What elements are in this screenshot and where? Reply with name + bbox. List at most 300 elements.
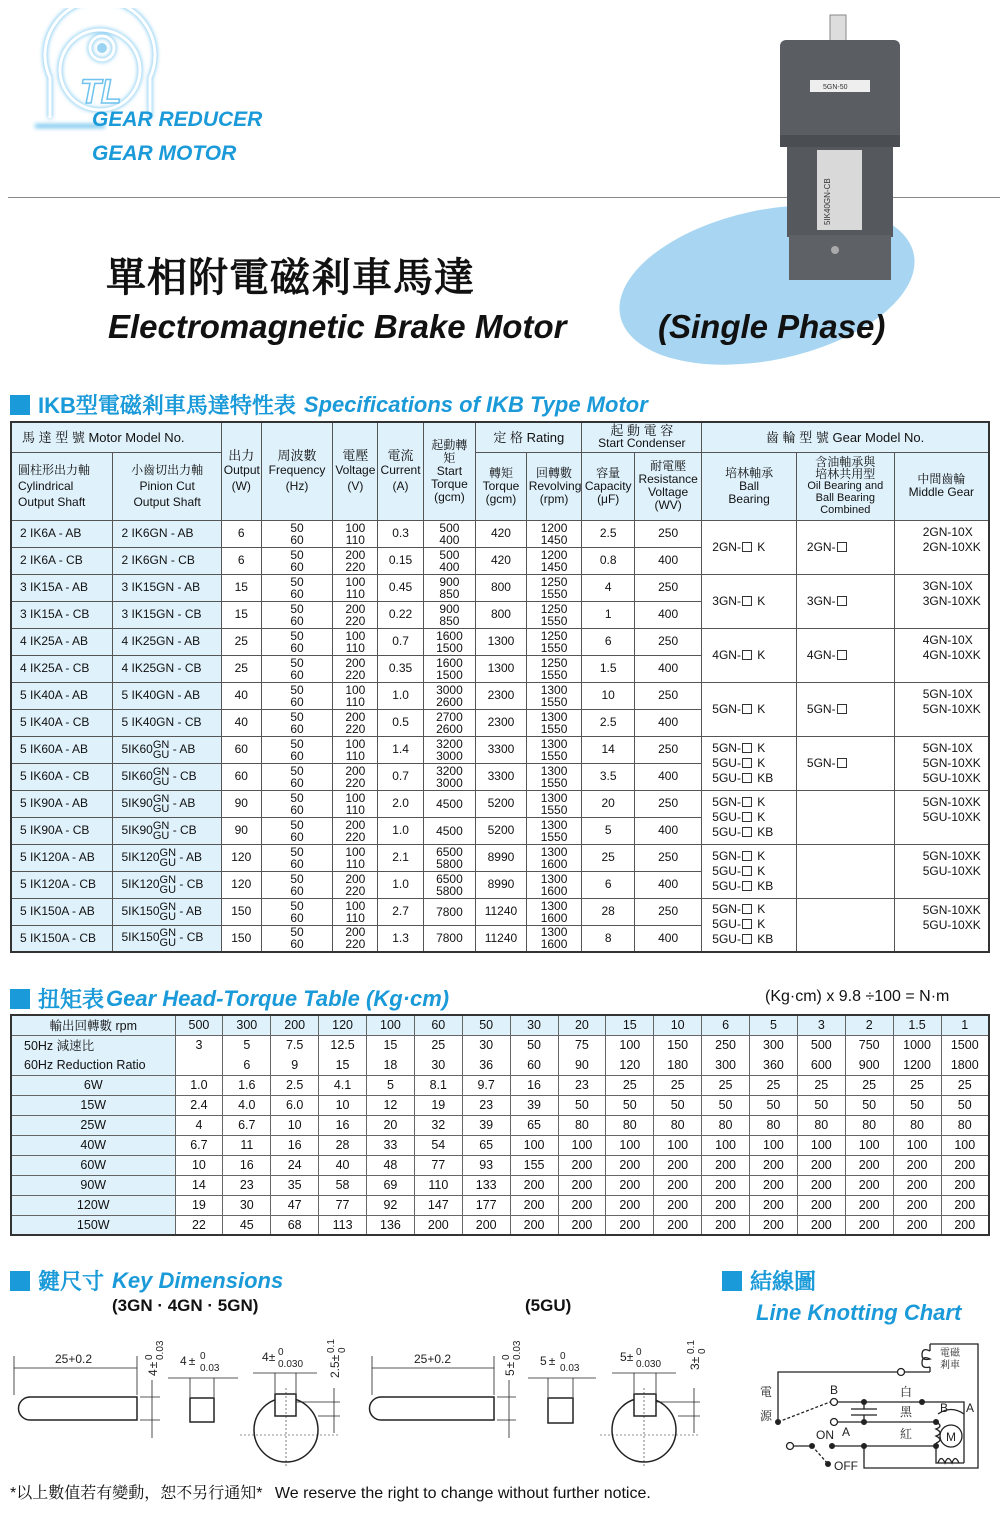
current-value: 0.45 [378, 574, 423, 601]
revolving-value: 1300 1550 [526, 817, 582, 844]
capacity-value: 2.5 [582, 709, 635, 736]
pinion-model: 5IK60GN GU - CB [113, 763, 221, 790]
torque-heading-cn: 扭矩表 [38, 987, 105, 1012]
revolving-value: 1300 1600 [526, 898, 582, 925]
svg-text:5±: 5± [503, 1361, 517, 1376]
frequency-value: 50 60 [261, 547, 333, 574]
current-value: 0.15 [378, 547, 423, 574]
resistance-voltage-value: 250 [634, 628, 701, 655]
header-oil-bearing: 含油軸承與 培林共用型 Oil Bearing and Ball Bearing Combined [796, 452, 894, 520]
revolving-value: 1300 1550 [526, 790, 582, 817]
torque-value: 93 [462, 1155, 510, 1175]
rpm-value: 100 [367, 1015, 415, 1035]
current-value: 1.3 [378, 925, 423, 952]
torque-row [11, 1115, 989, 1135]
torque-value: 23 [462, 1095, 510, 1115]
torque-ratio-50-row [11, 1035, 989, 1055]
capacity-value: 10 [582, 682, 635, 709]
start-torque-value: 1600 1500 [423, 655, 476, 682]
oil-bearing-model [796, 898, 894, 952]
resistance-voltage-value: 250 [634, 844, 701, 871]
pinion-model: 5 IK40GN - AB [113, 682, 221, 709]
cylindrical-model: 4 IK25A - CB [11, 655, 113, 682]
shaft-a-keyway [275, 1394, 296, 1416]
torque-value: 80 [797, 1115, 845, 1135]
pinion-model: 3 IK15GN - CB [113, 601, 221, 628]
torque-value: 69 [367, 1175, 415, 1195]
svg-text:4±: 4± [262, 1350, 276, 1364]
torque-value: 9.7 [462, 1075, 510, 1095]
torque-value: 80 [845, 1115, 893, 1135]
spec-row [11, 736, 989, 763]
torque-row [11, 1135, 989, 1155]
label-terminal-a: A [842, 1425, 851, 1439]
torque-value: 33 [367, 1135, 415, 1155]
key-a-length: 25+0.2 [55, 1352, 93, 1366]
frequency-value: 50 60 [261, 763, 333, 790]
oil-bearing-model [796, 790, 894, 844]
torque-value: 133 [462, 1175, 510, 1195]
label-power-2: 源 [760, 1409, 773, 1423]
wiring-heading-cn: 結線圖 [750, 1269, 817, 1294]
header-ball-bearing: 培林軸承 Ball Bearing [702, 452, 797, 520]
frequency-value: 50 60 [261, 628, 333, 655]
torque-value: 200 [845, 1155, 893, 1175]
revolving-value: 1300 1600 [526, 925, 582, 952]
torque-value: 200 [750, 1175, 798, 1195]
torque-value: 100 [941, 1135, 989, 1155]
frequency-value: 50 60 [261, 520, 333, 547]
ratio-60hz-value: 60 [510, 1055, 558, 1075]
svg-text:0.030: 0.030 [278, 1359, 304, 1370]
key-b-side-view [370, 1397, 494, 1420]
torque-value: 8990 [476, 871, 526, 898]
rpm-value: 300 [223, 1015, 271, 1035]
torque-value: 45 [223, 1215, 271, 1235]
svg-text:0.03: 0.03 [512, 1340, 523, 1360]
rpm-value: 30 [510, 1015, 558, 1035]
shaft-a-key-depth [326, 1339, 348, 1378]
torque-section-heading [10, 983, 449, 1014]
torque-value: 58 [319, 1175, 367, 1195]
footer-note [10, 1480, 651, 1503]
key-a-section [190, 1398, 214, 1422]
ratio-50hz-value: 12.5 [319, 1035, 367, 1055]
label-black: 黑 [900, 1405, 913, 1419]
torque-value: 39 [462, 1115, 510, 1135]
torque-value: 11240 [476, 898, 526, 925]
torque-value: 50 [750, 1095, 798, 1115]
start-torque-value: 4500 [423, 790, 476, 817]
resistance-voltage-value: 400 [634, 925, 701, 952]
torque-value: 25 [750, 1075, 798, 1095]
rpm-value: 50 [462, 1015, 510, 1035]
key-b-section [548, 1398, 573, 1423]
torque-heading-en: Gear Head-Torque Table (Kg·cm) [106, 985, 450, 1011]
ratio-60hz-value: 30 [414, 1055, 462, 1075]
frequency-value: 50 60 [261, 574, 333, 601]
torque-value: 200 [845, 1215, 893, 1235]
ratio-50hz-value: 1500 [941, 1035, 989, 1055]
ratio-60hz-value [175, 1055, 223, 1075]
middle-gear-model: 2GN-10X 2GN-10XK [894, 520, 989, 574]
middle-gear-model: 5GN-10XK 5GU-10XK [894, 844, 989, 898]
shaft-b-key-depth [686, 1340, 708, 1370]
capacity-value: 25 [582, 844, 635, 871]
output-value: 15 [221, 574, 261, 601]
torque-value: 420 [476, 547, 526, 574]
torque-value: 80 [702, 1115, 750, 1135]
revolving-value: 1250 1550 [526, 601, 582, 628]
motor-watt-label: 120W [11, 1195, 175, 1215]
torque-value: 77 [319, 1195, 367, 1215]
ratio-50hz-value: 100 [606, 1035, 654, 1055]
ratio-50hz-value: 3 [175, 1035, 223, 1055]
torque-value: 4 [175, 1115, 223, 1135]
capacity-value: 6 [582, 871, 635, 898]
middle-gear-model: 3GN-10X 3GN-10XK [894, 574, 989, 628]
torque-value: 200 [558, 1175, 606, 1195]
motor-watt-label: 40W [11, 1135, 175, 1155]
ball-bearing-model: 5GN- K 5GU- K 5GU- KB [702, 790, 797, 844]
current-value: 1.0 [378, 871, 423, 898]
torque-value: 3300 [476, 763, 526, 790]
header-gear-model: 齒 輪 型 號 Gear Model No. [702, 422, 989, 452]
start-torque-value: 3200 3000 [423, 763, 476, 790]
start-torque-value: 7800 [423, 925, 476, 952]
start-torque-value: 1600 1500 [423, 628, 476, 655]
torque-value: 1300 [476, 655, 526, 682]
ratio-50hz-value: 300 [750, 1035, 798, 1055]
capacity-value: 28 [582, 898, 635, 925]
output-value: 150 [221, 898, 261, 925]
section-square-icon [10, 989, 30, 1009]
torque-value: 200 [654, 1215, 702, 1235]
cylindrical-model: 5 IK90A - CB [11, 817, 113, 844]
svg-text:0: 0 [501, 1354, 512, 1360]
torque-row [11, 1195, 989, 1215]
voltage-value: 100 110 [333, 898, 378, 925]
start-torque-value: 900 850 [423, 601, 476, 628]
torque-value: 1.6 [223, 1075, 271, 1095]
header-rating: 定 格 Rating [476, 422, 582, 452]
torque-value: 200 [893, 1155, 941, 1175]
middle-gear-model: 5GN-10XK 5GU-10XK [894, 898, 989, 952]
torque-value: 200 [750, 1195, 798, 1215]
torque-value: 3300 [476, 736, 526, 763]
ratio-60hz-value: 9 [271, 1055, 319, 1075]
current-value: 1.0 [378, 682, 423, 709]
start-torque-value: 3000 2600 [423, 682, 476, 709]
start-torque-value: 900 850 [423, 574, 476, 601]
torque-value: 30 [223, 1195, 271, 1215]
torque-value: 200 [606, 1195, 654, 1215]
torque-value: 2.5 [271, 1075, 319, 1095]
rpm-value: 1 [941, 1015, 989, 1035]
torque-value: 50 [845, 1095, 893, 1115]
torque-value: 54 [414, 1135, 462, 1155]
torque-value: 155 [510, 1155, 558, 1175]
torque-value: 5 [367, 1075, 415, 1095]
capacity-value: 4 [582, 574, 635, 601]
cylindrical-model: 2 IK6A - CB [11, 547, 113, 574]
torque-value: 25 [893, 1075, 941, 1095]
torque-value: 4.1 [319, 1075, 367, 1095]
ball-bearing-model: 2GN- K [702, 520, 797, 574]
torque-value: 8990 [476, 844, 526, 871]
torque-row [11, 1155, 989, 1175]
voltage-value: 200 220 [333, 871, 378, 898]
torque-value: 2300 [476, 709, 526, 736]
torque-value: 16 [271, 1135, 319, 1155]
key-a-width [180, 1351, 220, 1374]
pinion-model: 5IK120GN GU - AB [113, 844, 221, 871]
page-title-cn: 單相附電磁剎車馬達 [106, 256, 475, 300]
torque-value: 4.0 [223, 1095, 271, 1115]
pinion-model: 5IK60GN GU - AB [113, 736, 221, 763]
cylindrical-model: 5 IK90A - AB [11, 790, 113, 817]
torque-value: 28 [319, 1135, 367, 1155]
torque-value: 16 [510, 1075, 558, 1095]
svg-text:0: 0 [337, 1347, 348, 1353]
voltage-value: 100 110 [333, 844, 378, 871]
rpm-value: 3 [797, 1015, 845, 1035]
output-value: 40 [221, 709, 261, 736]
key-b-length: 25+0.2 [414, 1352, 452, 1366]
header-middle-gear: 中間齒輪 Middle Gear [894, 452, 989, 520]
key-b-width [540, 1351, 580, 1374]
start-torque-value: 3200 3000 [423, 736, 476, 763]
resistance-voltage-value: 250 [634, 682, 701, 709]
rpm-value: 10 [654, 1015, 702, 1035]
rpm-value: 2 [845, 1015, 893, 1035]
ratio-50hz-value: 500 [797, 1035, 845, 1055]
ratio-60hz-value: 18 [367, 1055, 415, 1075]
middle-gear-model: 5GN-10X 5GN-10XK [894, 682, 989, 736]
svg-text:0: 0 [144, 1354, 155, 1360]
section-square-icon [722, 1271, 742, 1291]
ratio-60hz-value: 180 [654, 1055, 702, 1075]
motor-watt-label: 60W [11, 1155, 175, 1175]
capacity-value: 14 [582, 736, 635, 763]
brand-line-2: GEAR MOTOR [92, 142, 237, 165]
capacity-value: 1 [582, 601, 635, 628]
ratio-50hz-value: 250 [702, 1035, 750, 1055]
svg-text:0.030: 0.030 [636, 1359, 662, 1370]
resistance-voltage-value: 400 [634, 871, 701, 898]
output-value: 60 [221, 763, 261, 790]
middle-gear-model: 5GN-10XK 5GU-10XK [894, 790, 989, 844]
start-torque-value: 500 400 [423, 547, 476, 574]
shaft-a-keyway-width [262, 1347, 303, 1370]
label-motor-b: B [940, 1401, 949, 1415]
wiring-heading-en: Line Knotting Chart [756, 1300, 962, 1325]
ratio-60hz-value: 1200 [893, 1055, 941, 1075]
gearhead-label: 5GN-50 [823, 84, 848, 91]
torque-value: 48 [367, 1155, 415, 1175]
current-value: 0.7 [378, 763, 423, 790]
output-value: 120 [221, 844, 261, 871]
svg-text:0.03: 0.03 [155, 1340, 166, 1360]
svg-text:0: 0 [560, 1351, 566, 1362]
spec-heading-cn: IKB型電磁剎車馬達特性表 [38, 393, 296, 418]
section-square-icon [10, 395, 30, 415]
svg-text:0.03: 0.03 [560, 1363, 580, 1374]
ratio-50hz-value: 750 [845, 1035, 893, 1055]
torque-value: 100 [510, 1135, 558, 1155]
resistance-voltage-value: 250 [634, 790, 701, 817]
current-value: 0.22 [378, 601, 423, 628]
svg-text:0.03: 0.03 [200, 1363, 220, 1374]
pinion-model: 4 IK25GN - AB [113, 628, 221, 655]
label-motor-a: A [966, 1401, 975, 1415]
label-switch-off: OFF [834, 1459, 858, 1473]
ratio-label-60hz: 60Hz Reduction Ratio [11, 1055, 175, 1075]
torque-value: 1300 [476, 628, 526, 655]
nameplate-text: 5IK40GN-CB [823, 178, 832, 225]
ratio-50hz-value: 150 [654, 1035, 702, 1055]
motor-watt-label: 25W [11, 1115, 175, 1135]
pinion-model: 5IK150GN GU - CB [113, 925, 221, 952]
pinion-model: 5IK90GN GU - AB [113, 790, 221, 817]
ratio-60hz-value: 120 [606, 1055, 654, 1075]
resistance-voltage-value: 400 [634, 601, 701, 628]
torque-value: 80 [558, 1115, 606, 1135]
pinion-model: 4 IK25GN - CB [113, 655, 221, 682]
output-value: 25 [221, 655, 261, 682]
header-frequency: 周波數 Frequency (Hz) [261, 422, 333, 520]
revolving-value: 1300 1600 [526, 844, 582, 871]
ratio-50hz-value: 30 [462, 1035, 510, 1055]
torque-value: 16 [223, 1155, 271, 1175]
torque-value: 11 [223, 1135, 271, 1155]
torque-value: 25 [654, 1075, 702, 1095]
rpm-value: 15 [606, 1015, 654, 1035]
torque-value: 65 [510, 1115, 558, 1135]
torque-value: 77 [414, 1155, 462, 1175]
current-value: 0.7 [378, 628, 423, 655]
header-cylindrical: 圓柱形出力軸 Cylindrical Output Shaft [11, 452, 113, 520]
torque-value: 200 [702, 1195, 750, 1215]
torque-value: 200 [414, 1215, 462, 1235]
torque-value: 200 [702, 1175, 750, 1195]
rpm-label: 輸出回轉數 rpm [11, 1015, 175, 1035]
torque-ratio-60-row [11, 1055, 989, 1075]
frequency-value: 50 60 [261, 898, 333, 925]
torque-value: 80 [941, 1115, 989, 1135]
start-torque-value: 6500 5800 [423, 844, 476, 871]
current-value: 2.1 [378, 844, 423, 871]
resistance-voltage-value: 400 [634, 763, 701, 790]
torque-value: 200 [941, 1175, 989, 1195]
torque-value: 200 [797, 1215, 845, 1235]
torque-value: 14 [175, 1175, 223, 1195]
torque-value: 19 [414, 1095, 462, 1115]
torque-value: 6.7 [223, 1115, 271, 1135]
ball-bearing-model: 5GN- K 5GU- K 5GU- KB [702, 844, 797, 898]
revolving-value: 1250 1550 [526, 628, 582, 655]
oil-bearing-model: 5GN- [796, 736, 894, 790]
voltage-value: 200 220 [333, 601, 378, 628]
torque-value: 35 [271, 1175, 319, 1195]
output-value: 15 [221, 601, 261, 628]
shaft-b-keyway [634, 1394, 656, 1416]
torque-value: 2.4 [175, 1095, 223, 1115]
torque-value: 200 [654, 1195, 702, 1215]
svg-text:0: 0 [697, 1348, 708, 1354]
current-value: 0.35 [378, 655, 423, 682]
cylindrical-model: 5 IK60A - AB [11, 736, 113, 763]
torque-value: 200 [558, 1215, 606, 1235]
label-brake-2: 剎車 [940, 1360, 960, 1371]
resistance-voltage-value: 250 [634, 736, 701, 763]
key-dimension-drawings [0, 1318, 720, 1468]
spec-row [11, 898, 989, 925]
frequency-value: 50 60 [261, 682, 333, 709]
torque-value: 200 [845, 1195, 893, 1215]
motor-watt-label: 15W [11, 1095, 175, 1115]
ball-bearing-model: 4GN- K [702, 628, 797, 682]
torque-value: 6.0 [271, 1095, 319, 1115]
label-terminal-b: B [830, 1383, 839, 1397]
spec-row [11, 682, 989, 709]
label-motor-m: M [946, 1430, 956, 1444]
torque-value: 200 [462, 1215, 510, 1235]
current-value: 2.0 [378, 790, 423, 817]
torque-value: 5200 [476, 790, 526, 817]
svg-text:0.1: 0.1 [326, 1339, 337, 1353]
torque-value: 22 [175, 1215, 223, 1235]
torque-value: 113 [319, 1215, 367, 1235]
cylindrical-model: 5 IK60A - CB [11, 763, 113, 790]
torque-value: 100 [558, 1135, 606, 1155]
spec-table [10, 421, 990, 953]
torque-value: 200 [558, 1195, 606, 1215]
header-resistance-voltage: 耐電壓 Resistance Voltage (WV) [634, 452, 701, 520]
torque-value: 200 [893, 1175, 941, 1195]
torque-value: 110 [414, 1175, 462, 1195]
torque-value: 100 [702, 1135, 750, 1155]
resistance-voltage-value: 400 [634, 709, 701, 736]
rpm-value: 6 [702, 1015, 750, 1035]
ratio-50hz-value: 50 [510, 1035, 558, 1055]
torque-value: 23 [223, 1175, 271, 1195]
svg-text:4±: 4± [146, 1361, 160, 1376]
key-heading-cn: 鍵尺寸 [38, 1269, 105, 1294]
ball-bearing-model: 5GN- K 5GU- K 5GU- KB [702, 898, 797, 952]
torque-value: 80 [893, 1115, 941, 1135]
torque-value: 200 [845, 1175, 893, 1195]
torque-value: 420 [476, 520, 526, 547]
current-value: 0.5 [378, 709, 423, 736]
torque-value: 8.1 [414, 1075, 462, 1095]
output-value: 40 [221, 682, 261, 709]
torque-value: 5200 [476, 817, 526, 844]
cylindrical-model: 2 IK6A - AB [11, 520, 113, 547]
torque-value: 50 [797, 1095, 845, 1115]
rpm-value: 5 [750, 1015, 798, 1035]
header-revolving: 回轉數 Revolving (rpm) [526, 452, 582, 520]
torque-value: 200 [510, 1215, 558, 1235]
cylindrical-model: 5 IK120A - CB [11, 871, 113, 898]
output-value: 90 [221, 817, 261, 844]
svg-text:0: 0 [278, 1347, 284, 1358]
torque-value: 25 [702, 1075, 750, 1095]
svg-text:3±: 3± [688, 1356, 702, 1370]
torque-value: 200 [510, 1195, 558, 1215]
torque-value: 200 [606, 1155, 654, 1175]
key-set-3gn-4gn-5gn: (3GN · 4GN · 5GN) [112, 1296, 259, 1315]
